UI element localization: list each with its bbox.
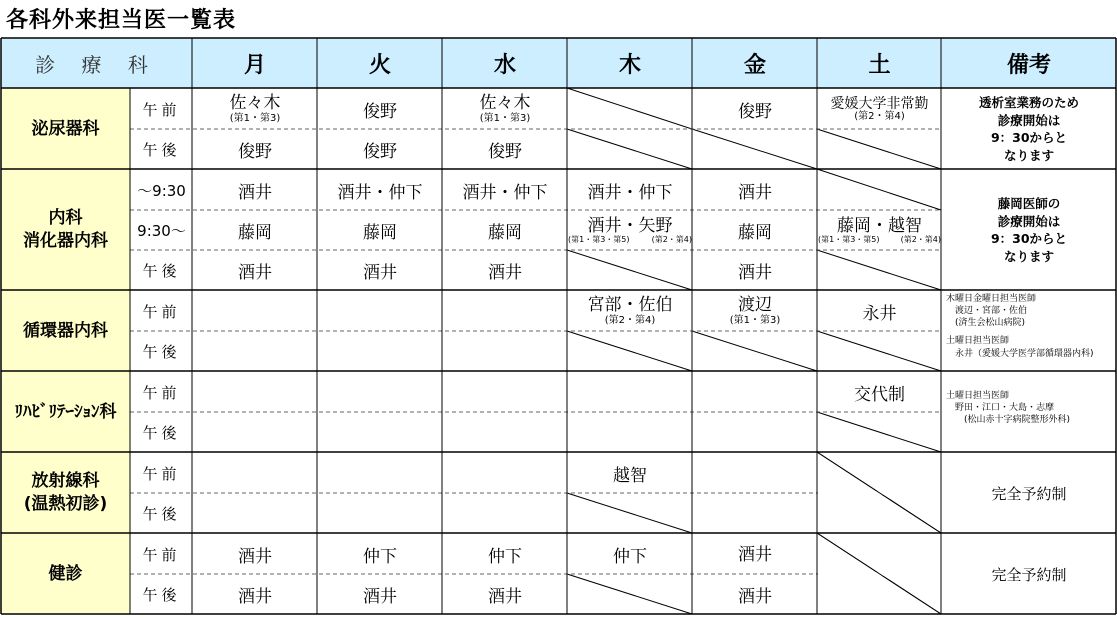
radio-am-thu: 越智 (613, 465, 647, 486)
rehab-remarks-line3: (松山赤十字病院整形外科) (946, 415, 1071, 426)
radio-remarks: 完全予約制 (991, 484, 1067, 503)
checkup-am-thu: 仲下 (613, 546, 647, 567)
internal-remarks-line1: 藤岡医師の (997, 196, 1061, 211)
checkup-pm-fri: 酒井 (738, 587, 772, 607)
cardio-remarks-line1: 木曜日金曜日担当医師 (946, 294, 1037, 304)
slot-rehab-pm: 午後 (142, 424, 181, 442)
internal-late-sat (818, 211, 941, 250)
slot-internal-pm: 午後 (142, 262, 181, 280)
dept-checkup-label: 健診 (48, 563, 83, 584)
internal-pm-mon: 酒井 (238, 263, 272, 283)
internal-remarks-line4: なります (1003, 248, 1054, 264)
empty-cell-strike-0 (567, 88, 692, 129)
urology-remarks-line1: 透析室業務のため (978, 95, 1079, 110)
urology-pm-mon: 俊野 (238, 142, 272, 162)
urology-am-mon-note: (第1・第3) (229, 112, 281, 124)
internal-late-sat-name: 藤岡・越智 (837, 215, 922, 236)
internal-remarks (942, 170, 1116, 290)
slot-cardio-am: 午前 (142, 302, 181, 321)
cardio-am-thu (568, 291, 692, 331)
empty-cell-strike-5 (567, 250, 692, 290)
internal-pm-tue: 酒井 (363, 263, 397, 283)
slot-urology-pm: 午後 (142, 141, 181, 159)
internal-late-tue: 藤岡 (363, 223, 397, 243)
page-title: 各科外来担当医一覧表 (6, 8, 237, 33)
checkup-pm-wed: 酒井 (488, 587, 522, 607)
empty-cell-strike-2 (692, 129, 817, 169)
internal-pm-fri: 酒井 (738, 263, 772, 283)
empty-cell-strike-3 (817, 129, 941, 169)
urology-am-sat-name: 愛媛大学非常勤 (830, 95, 929, 112)
rehab-remarks (946, 390, 1114, 440)
dept-internal (1, 170, 130, 290)
empty-cell-strike-10 (817, 412, 941, 452)
slot-radio-am: 午前 (142, 464, 181, 483)
dept-radio-label: 放射線科 (31, 471, 100, 492)
urology-am-fri: 俊野 (738, 101, 772, 122)
cardio-am-fri-note: (第1・第3) (729, 314, 781, 326)
slot-cardio-pm: 午後 (142, 343, 181, 361)
cardio-am-fri (693, 291, 817, 331)
urology-am-mon-name: 佐々木 (229, 93, 281, 114)
internal-early-thu: 酒井・仲下 (587, 182, 673, 203)
header-wed: 水 (493, 52, 516, 78)
header-sat: 土 (868, 52, 891, 78)
urology-remarks-line4: なります (1003, 147, 1054, 163)
urology-remarks-line2: 診療開始は (997, 112, 1061, 128)
cardio-remarks-line5: 土曜日担当医師 (946, 336, 1010, 347)
cardio-remarks-line2: 渡辺・宮部・佐伯 (946, 306, 1028, 317)
header-thu: 木 (618, 52, 641, 78)
dept-cardio-label: 循環器内科 (23, 320, 108, 341)
internal-late-sat-notes (818, 236, 941, 244)
empty-cell-strike-4 (817, 169, 941, 210)
internal-early-tue: 酒井・仲下 (337, 182, 423, 203)
internal-pm-wed: 酒井 (488, 263, 522, 283)
internal-late-wed: 藤岡 (488, 223, 522, 243)
dept-rehab-label: ﾘﾊﾋﾞﾘﾃｰｼｮﾝ科 (14, 401, 117, 422)
urology-am-wed (443, 89, 567, 129)
slot-urology-am: 午前 (142, 100, 181, 119)
internal-late-sat-note1: (第1・第3・第5) (818, 235, 880, 245)
header-mon: 月 (243, 52, 266, 78)
cardio-remarks-line3: (済生会松山病院) (946, 318, 1026, 329)
slot-checkup-am: 午前 (142, 545, 181, 564)
urology-pm-tue: 俊野 (363, 142, 397, 162)
checkup-am-mon: 酒井 (238, 546, 272, 567)
empty-cell-strike-7 (567, 331, 692, 371)
internal-late-fri: 藤岡 (738, 223, 772, 243)
internal-remarks-line2: 診療開始は (997, 213, 1061, 229)
urology-remarks-line3: 9：30からと (990, 130, 1068, 145)
checkup-am-wed: 仲下 (488, 546, 522, 567)
internal-remarks-line3: 9：30からと (990, 231, 1068, 246)
cardio-remarks-line6: 永井（愛媛大学医学部循環器内科) (946, 348, 1094, 359)
dept-internal-label: 内科 (48, 208, 83, 229)
empty-cell-strike-8 (692, 331, 817, 371)
header-fri: 金 (743, 52, 766, 78)
checkup-am-fri: 酒井 (738, 544, 772, 565)
slot-radio-pm: 午後 (142, 505, 181, 523)
empty-cell-strike-1 (567, 129, 692, 169)
cardio-am-sat: 永井 (862, 303, 897, 324)
rehab-remarks-line1: 土曜日担当医師 (946, 391, 1010, 401)
empty-cell-strike-6 (817, 250, 941, 290)
cardio-am-thu-note: (第2・第4) (604, 314, 656, 326)
cardio-remarks (946, 293, 1114, 369)
internal-late-mon: 藤岡 (238, 223, 272, 243)
urology-am-wed-name: 佐々木 (479, 93, 531, 114)
dept-checkup (1, 534, 130, 614)
cardio-am-fri-name: 渡辺 (738, 295, 772, 316)
header-dept: 診 療 科 (35, 52, 158, 77)
dept-urology-label: 泌尿器科 (31, 118, 100, 139)
urology-am-sat-note: (第2・第4) (854, 111, 905, 123)
slot-checkup-pm: 午後 (142, 586, 181, 604)
dept-urology (1, 89, 130, 169)
dept-radio (1, 453, 130, 533)
urology-am-wed-note: (第1・第3) (479, 112, 531, 124)
internal-early-fri: 酒井 (738, 182, 772, 203)
empty-cell-strike-13 (567, 574, 692, 614)
internal-late-thu-note1: (第1・第3・第5) (568, 235, 630, 245)
dept-radio-label2: (温熱初診) (23, 494, 108, 514)
urology-remarks (942, 89, 1116, 169)
urology-am-tue: 俊野 (363, 101, 397, 122)
internal-late-thu (568, 211, 692, 250)
header-tue: 火 (368, 52, 391, 78)
internal-early-mon: 酒井 (238, 182, 272, 203)
checkup-pm-mon: 酒井 (238, 587, 272, 607)
rehab-remarks-line2: 野田・江口・大島・志摩 (946, 403, 1055, 414)
slot-internal-late: 9:30〜 (137, 222, 186, 240)
internal-late-thu-note2: (第2・第4) (651, 235, 692, 245)
slot-internal-early: 〜9:30 (137, 181, 186, 200)
empty-cell-strike-11 (567, 493, 692, 533)
rehab-am-sat: 交代制 (854, 384, 905, 405)
cardio-am-thu-name: 宮部・佐伯 (587, 295, 673, 316)
dept-rehab (1, 372, 130, 452)
checkup-remarks: 完全予約制 (991, 565, 1067, 584)
dept-cardio (1, 291, 130, 371)
internal-early-wed: 酒井・仲下 (462, 182, 548, 203)
checkup-pm-tue: 酒井 (363, 587, 397, 607)
internal-late-thu-notes (568, 236, 692, 244)
dept-internal-label2: 消化器内科 (23, 231, 108, 251)
slot-rehab-am: 午前 (142, 383, 181, 402)
internal-late-thu-name: 酒井・矢野 (587, 215, 673, 236)
checkup-am-tue: 仲下 (363, 546, 397, 567)
urology-am-sat (818, 89, 941, 129)
urology-am-mon (193, 89, 317, 129)
header-remarks: 備考 (1006, 52, 1051, 78)
empty-cell-strike-9 (817, 331, 941, 371)
internal-late-sat-note2: (第2・第4) (900, 235, 941, 245)
urology-pm-wed: 俊野 (488, 142, 522, 162)
